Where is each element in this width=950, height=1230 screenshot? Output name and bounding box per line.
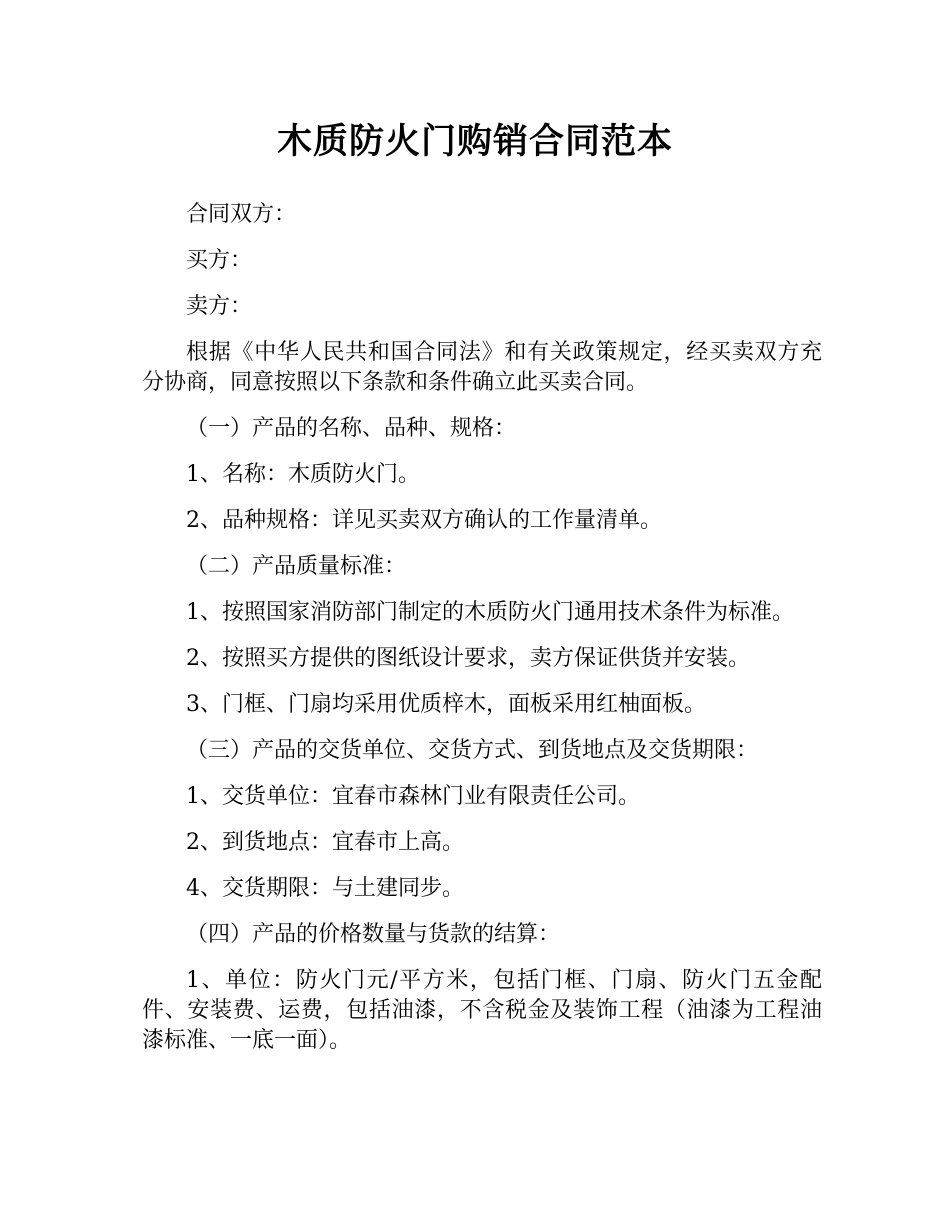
paragraph-seller: 卖方： <box>186 294 253 319</box>
paragraph-product-name: 1、名称：木质防火门。 <box>186 462 420 487</box>
paragraph-product-spec: 2、品种规格：详见买卖双方确认的工作量清单。 <box>186 508 662 533</box>
section-heading-3: （三）产品的交货单位、交货方式、到货地点及交货期限： <box>186 738 759 763</box>
section-heading-1: （一）产品的名称、品种、规格： <box>186 416 517 441</box>
paragraph-material: 3、门框、门扇均采用优质梓木，面板采用红柚面板。 <box>186 692 706 717</box>
document-body <box>142 200 822 1072</box>
paragraph-preamble: 根据《中华人民共和国合同法》和有关政策规定，经买卖双方充分协商，同意按照以下条款和条件确立此买卖合同。 <box>142 340 822 395</box>
section-heading-2: （二）产品质量标准： <box>186 554 407 579</box>
paragraph-delivery-location: 2、到货地点：宜春市上高。 <box>186 830 464 855</box>
paragraph-delivery-unit: 1、交货单位：宜春市森林门业有限责任公司。 <box>186 784 640 809</box>
paragraph-buyer: 买方： <box>186 248 253 273</box>
paragraph-contract-parties: 合同双方： <box>186 202 297 227</box>
paragraph-design-requirement: 2、按照买方提供的图纸设计要求，卖方保证供货并安装。 <box>186 646 750 671</box>
section-heading-4: （四）产品的价格数量与货款的结算： <box>186 922 561 947</box>
paragraph-delivery-deadline: 4、交货期限：与土建同步。 <box>186 876 464 901</box>
paragraph-quality-standard: 1、按照国家消防部门制定的木质防火门通用技术条件为标准。 <box>186 600 794 625</box>
paragraph-unit-price: 1、单位：防火门元/平方米，包括门框、门扇、防火门五金配件、安装费、运费，包括油漆，不含税金及装饰工程（油漆为工程油漆标准、一底一面）。 <box>142 968 822 1053</box>
document-title: 木质防火门购销合同范本 <box>276 122 673 162</box>
